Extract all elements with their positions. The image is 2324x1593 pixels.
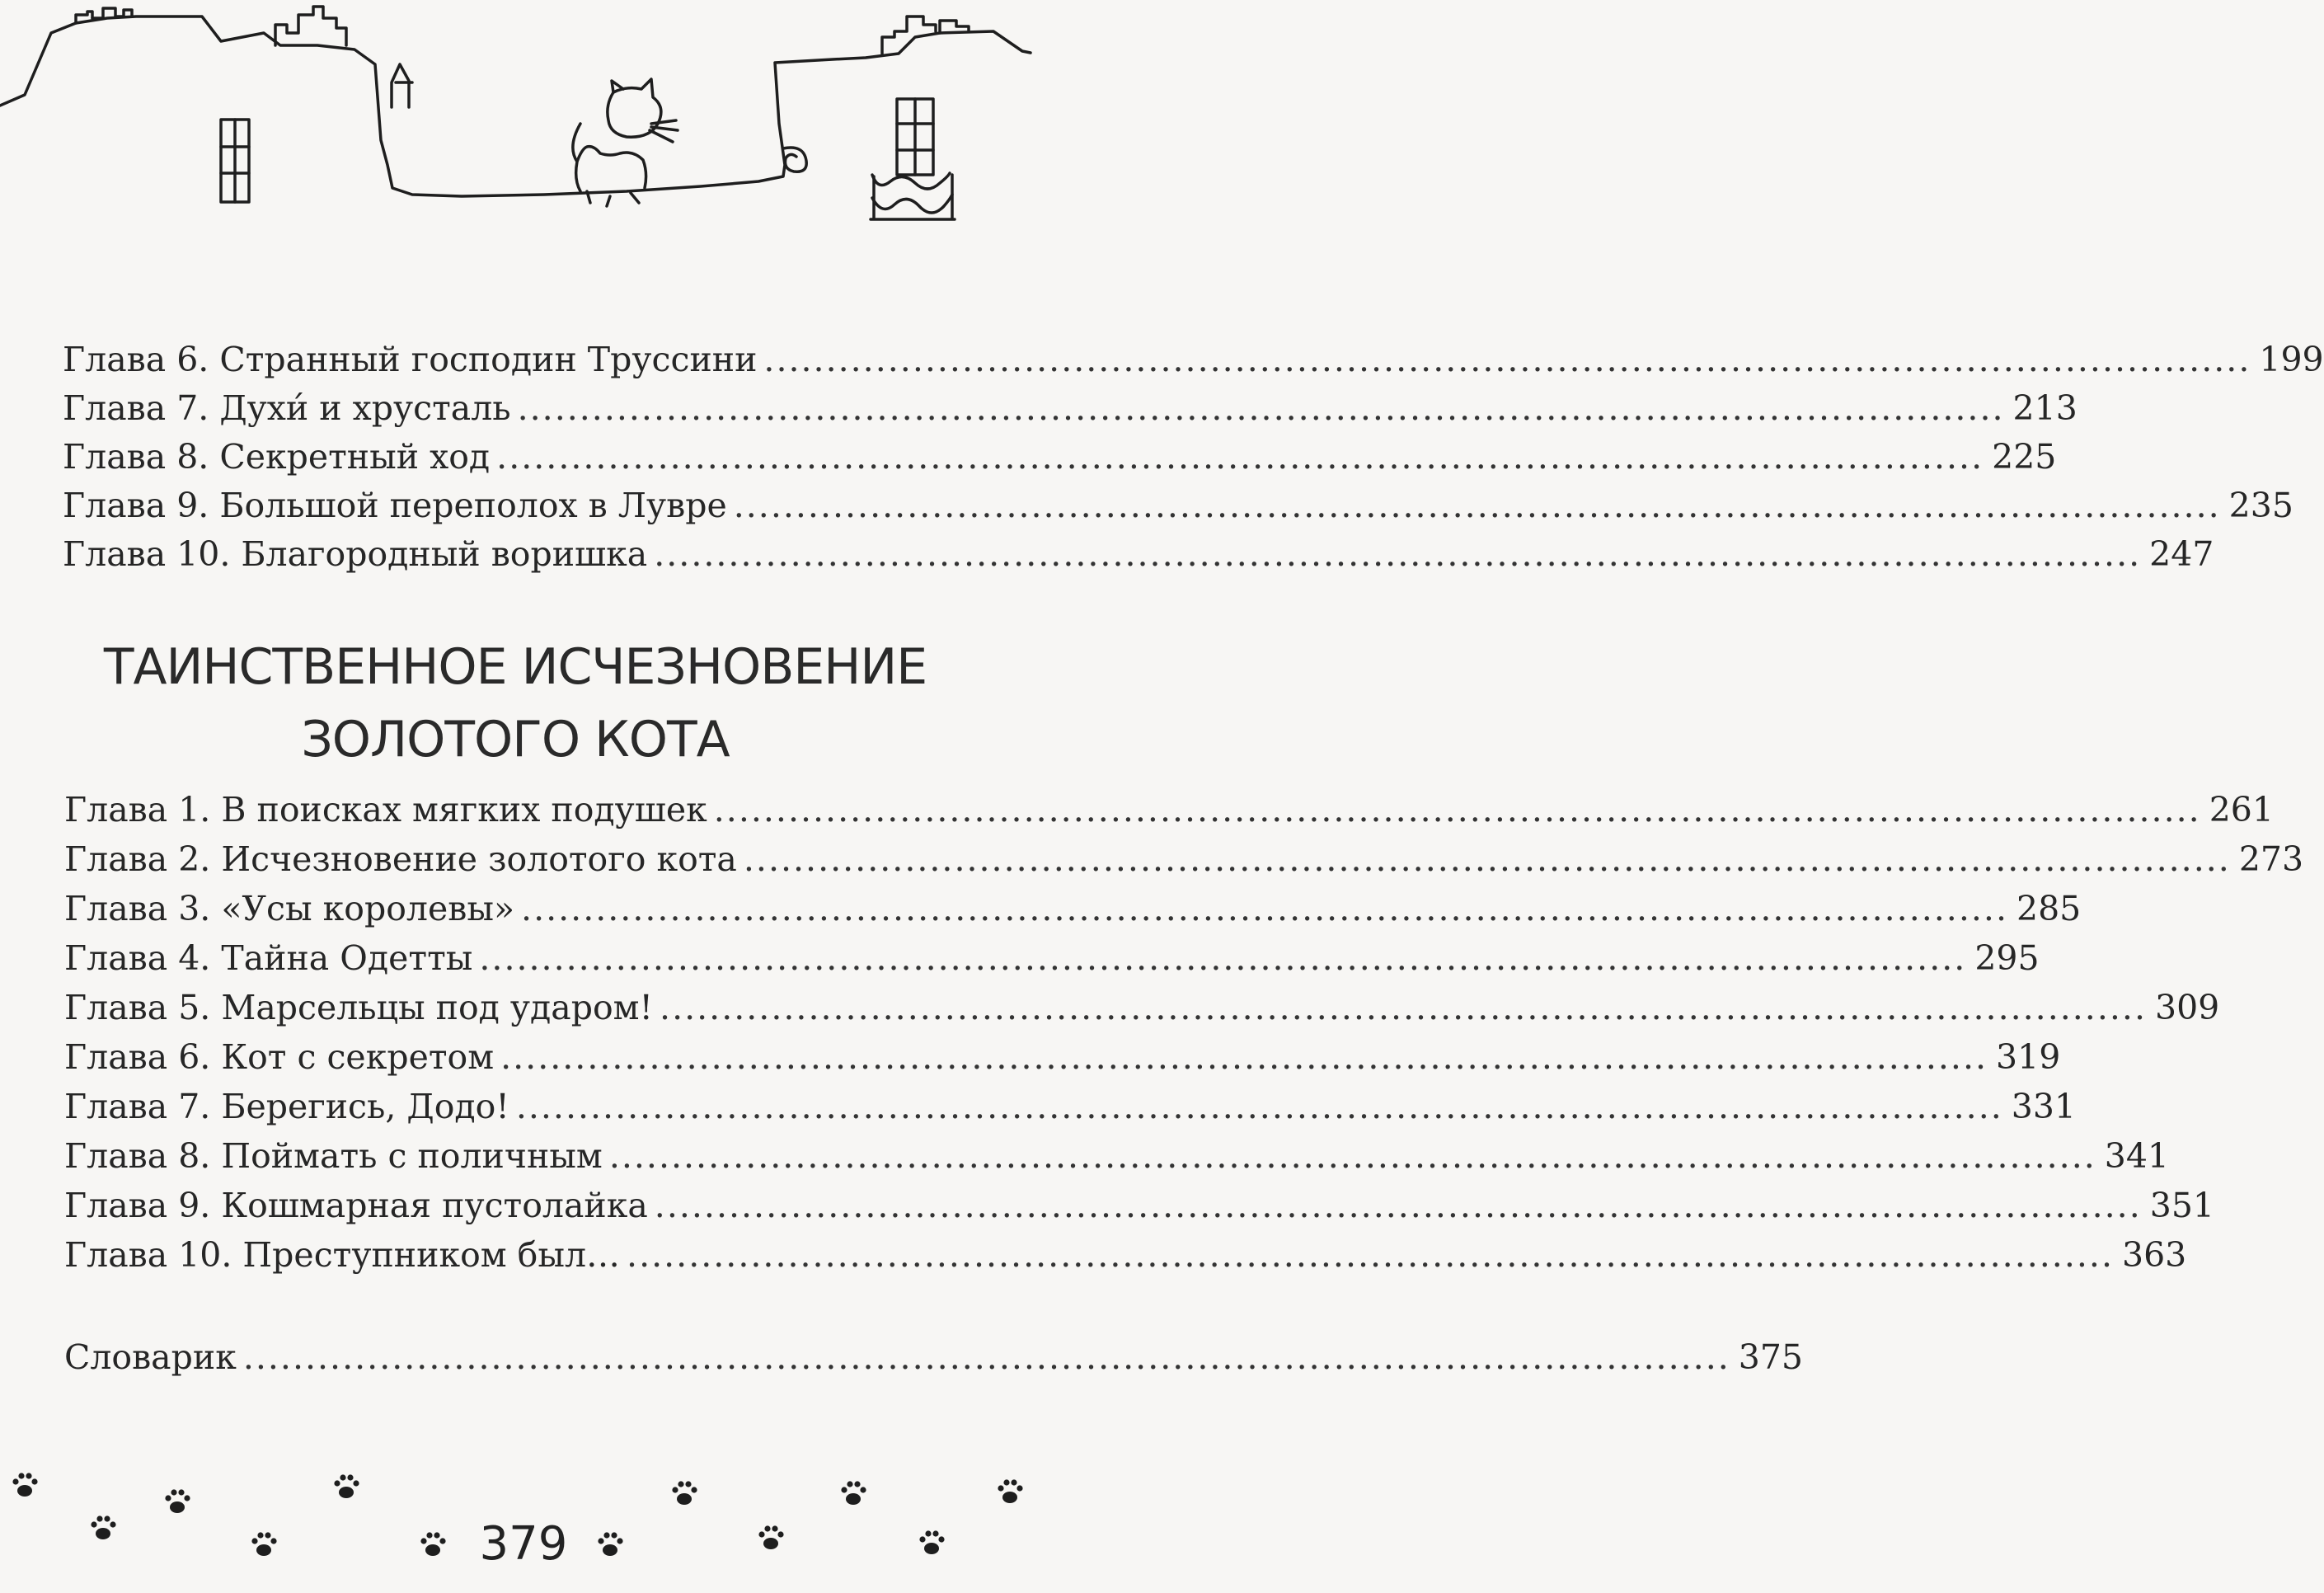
toc-entry [64, 785, 2274, 834]
toc-dot-leader: ........................................................................................................................ [763, 340, 2251, 379]
toc-dot-leader: ........................................................................................................................ [743, 839, 2231, 879]
paw-print-icon [841, 1481, 866, 1505]
toc-entry-title: Глава 10. Благородный воришка [63, 534, 648, 574]
toc-dot-leader: ........................................................................................................................ [713, 790, 2201, 829]
toc-dot-leader: ........................................................................................................................ [496, 437, 1984, 477]
toc-entry-title: Глава 1. В поисках мягких подушек [64, 790, 707, 829]
toc-dot-leader: ........................................................................................................................ [608, 1136, 2096, 1176]
paw-print-icon [165, 1489, 190, 1513]
toc-entry [64, 1032, 2061, 1082]
section-heading-line2: ЗОЛОТОГО КОТА [301, 711, 730, 768]
toc-entry [63, 529, 2214, 579]
paw-print-icon [919, 1530, 944, 1554]
toc-entry-page: 319 [1996, 1037, 2061, 1077]
toc-dot-leader: ........................................................................................................................ [654, 534, 2142, 574]
toc-entry-page: 261 [2209, 790, 2274, 829]
paw-print-icon [998, 1479, 1022, 1503]
toc-entry-page: 351 [2149, 1186, 2214, 1225]
toc-entry-title: Глава 10. Преступником был… [64, 1235, 621, 1275]
toc-entry-page: 247 [2149, 534, 2214, 574]
toc-dot-leader: ........................................................................................................................ [627, 1235, 2114, 1275]
toc-dot-leader: ........................................................................................................................ [479, 938, 1967, 978]
toc-entry-title: Глава 7. Берегись, Додо! [64, 1087, 509, 1126]
toc-dot-leader: ........................................................................................................................ [654, 1186, 2142, 1225]
toc-entry-page: 235 [2228, 486, 2293, 525]
toc-dot-leader: ........................................................................................................................ [660, 988, 2147, 1027]
toc-entry-title: Глава 6. Кот с секретом [64, 1037, 495, 1077]
toc-entry-title: Словарик [64, 1337, 237, 1377]
toc-entry [64, 834, 2304, 884]
paw-print-icon [598, 1532, 622, 1556]
paw-print-icon [91, 1515, 115, 1539]
toc-entry [64, 1230, 2187, 1280]
toc-entry-page: 331 [2011, 1087, 2077, 1126]
page-number: 379 [479, 1517, 568, 1571]
toc-entry [64, 933, 2040, 983]
toc-entry-page: 375 [1738, 1337, 1804, 1377]
toc-entry-page: 213 [2012, 388, 2078, 428]
toc-entry-title: Глава 3. «Усы королевы» [64, 889, 515, 928]
toc-entry-title: Глава 8. Секретный ход [63, 437, 491, 477]
paw-print-icon [420, 1532, 445, 1556]
toc-entry-title: Глава 6. Странный господин Труссини [63, 340, 758, 379]
roofline [0, 16, 1031, 196]
toc-entry [64, 1082, 2077, 1131]
toc-entry-page: 295 [1974, 938, 2040, 978]
toc-entry-title: Глава 9. Большой переполох в Лувре [63, 486, 727, 525]
paw-print-icon [334, 1474, 359, 1498]
toc-entry-page: 273 [2238, 839, 2304, 879]
toc-entry [64, 1181, 2214, 1230]
toc-entry-page: 285 [2016, 889, 2082, 928]
toc-dot-leader: ........................................................................................................................ [521, 889, 2008, 928]
toc-entry-page: 341 [2104, 1136, 2170, 1176]
paw-print-icon [12, 1473, 37, 1497]
toc-entry-title: Глава 9. Кошмарная пустолайка [64, 1186, 648, 1225]
toc-dot-leader: ........................................................................................................................ [517, 388, 2005, 428]
toc-entry-title: Глава 8. Поймать с поличным [64, 1136, 603, 1176]
toc-entry-title: Глава 4. Тайна Одетты [64, 938, 473, 978]
toc-dot-leader: ........................................................................................................................ [500, 1037, 1988, 1077]
toc-dot-leader: ........................................................................................................................ [515, 1087, 2003, 1126]
toc-entry-title: Глава 2. Исчезновение золотого кота [64, 839, 737, 879]
toc-entry [64, 884, 2082, 933]
toc-entry [63, 383, 2078, 433]
rooftop-illustration [0, 0, 1031, 264]
toc-dot-leader: ........................................................................................................................ [733, 486, 2221, 525]
toc-entry [63, 481, 2293, 530]
toc-entry-glossary [64, 1332, 1804, 1382]
toc-entry [63, 335, 2324, 384]
toc-dot-leader: ........................................................................................................................ [242, 1337, 1730, 1377]
paw-print-icon [758, 1525, 783, 1549]
toc-entry-title: Глава 7. Духи́ и хрусталь [63, 388, 511, 428]
paw-print-icon [251, 1532, 276, 1556]
toc-entry-title: Глава 5. Марсельцы под ударом! [64, 988, 654, 1027]
toc-entry [64, 983, 2220, 1032]
toc-entry-page: 309 [2154, 988, 2220, 1027]
section-heading-line1: ТАИНСТВЕННОЕ ИСЧЕЗНОВЕНИЕ [103, 638, 927, 696]
paw-print-icon [672, 1481, 697, 1505]
toc-entry [63, 432, 2057, 482]
toc-entry-page: 199 [2259, 340, 2324, 379]
toc-entry-page: 363 [2121, 1235, 2187, 1275]
toc-entry-page: 225 [1992, 437, 2057, 477]
toc-entry [64, 1131, 2170, 1181]
